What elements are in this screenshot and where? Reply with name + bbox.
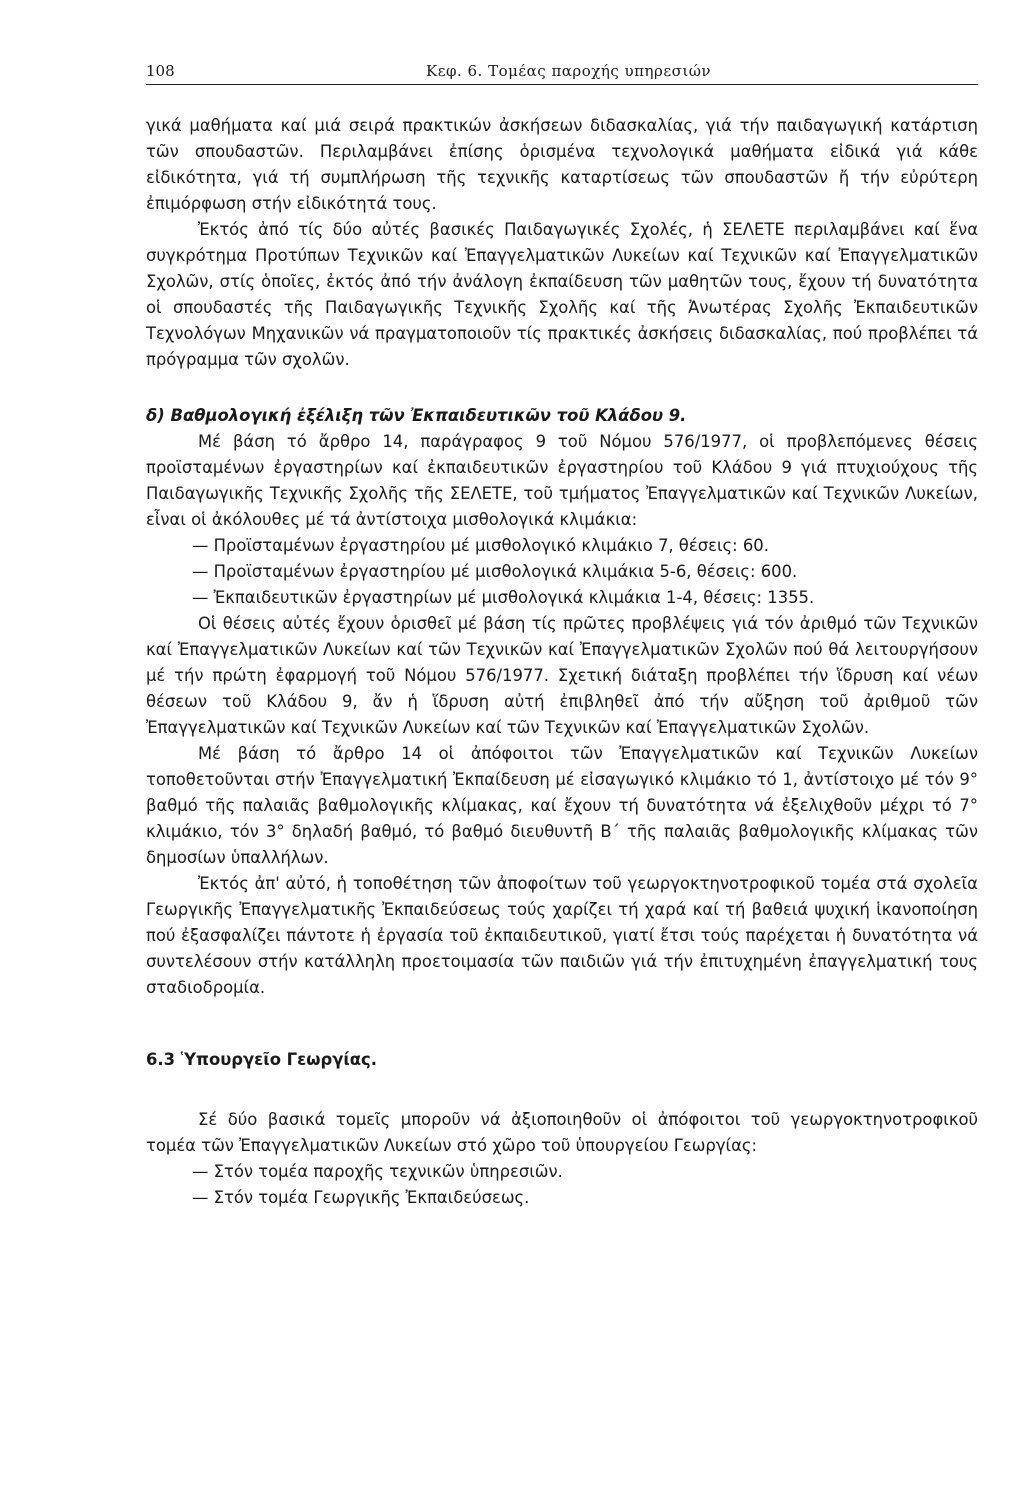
section-heading-6-3: 6.3 Ὑπουργεῖο Γεωργίας. (146, 1050, 377, 1069)
paragraph: Μέ βάση τό ἄρθρο 14 οἱ ἀπόφοιτοι τῶν Ἐπαγγελματικῶν καί Τεχνικῶν Λυκείων τοποθετοῦνται στήν Ἐπαγγελματική Ἐκπαίδευση μέ εἰσαγωγικό κλιμάκιο τό 1, ἀντίστοιχο μέ τόν 9° βαθμό τῆς παλαιᾶς βαθμολογικῆς κλίμακας, καί ἔχουν τή δυνατότητα νά ἐξελιχθοῦν μέχρι τό 7° κλιμάκιο, τόν 3° δηλαδή βαθμό, τό βαθμό διευθυντῆ Β΄ τῆς παλαιᾶς βαθμολογικῆς κλίμακας τῶν δημοσίων ὑπαλλήλων. (146, 744, 978, 867)
paragraph: Ἐκτός ἀπ' αὐτό, ἡ τοποθέτηση τῶν ἀποφοίτων τοῦ γεωργοκτηνοτροφικοῦ τομέα στά σχολεῖα Γεωργικῆς Ἐπαγγελματικῆς Ἐκπαιδεύσεως τούς χαρίζει τή χαρά καί τή βαθειά ψυχική ἱκανοποίηση πού ἐξασφαλίζει πάντοτε ἡ ἐργασία τοῦ ἐκπαιδευτικοῦ, γιατί ἔτσι τούς παρέχεται ἡ δυνατότητα νά συντελέσουν στήν κατάλληλη προετοιμασία τῶν παιδιῶν γιά τήν ἐπιτυχημένη ἐπαγγελματική τους σταδιοδρομία. (146, 874, 978, 997)
page (146, 62, 978, 1211)
body-text (146, 113, 978, 1211)
section-heading-d: δ) Βαθμολογική ἐξέλιξη τῶν Ἐκπαιδευτικῶν τοῦ Κλάδου 9. (146, 406, 687, 425)
list-item: — Στόν τομέα Γεωργικῆς Ἐκπαιδεύσεως. (192, 1188, 530, 1207)
paragraph: Μέ βάση τό ἄρθρο 14, παράγραφος 9 τοῦ Νόμου 576/1977, οἱ προβλεπόμενες θέσεις προϊσταμένων ἐργαστηρίων καί ἐκπαιδευτικῶν ἐργαστηρίου τοῦ Κλάδου 9 γιά πτυχιούχους τῆς Παιδαγωγικῆς Τεχνικῆς Σχολῆς τῆς ΣΕΛΕΤΕ, τοῦ τμήματος Ἐπαγγελματικῶν καί Τεχνικῶν Λυκείων, εἶναι οἱ ἀκόλουθες μέ τά ἀντίστοιχα μισθολογικά κλιμάκια: (146, 432, 978, 529)
paragraph: Σέ δύο βασικά τομεῖς μποροῦν νά ἀξιοποιηθοῦν οἱ ἀπόφοιτοι τοῦ γεωργοκτηνοτροφικοῦ τομέα τῶν Ἐπαγγελματικῶν Λυκείων στό χῶρο τοῦ ὑπουργείου Γεωργίας: (146, 1110, 978, 1155)
running-head: Κεφ. 6. Τομέας παροχής υπηρεσιών (426, 62, 712, 80)
list-item: — Προϊσταμένων ἐργαστηρίου μέ μισθολογικό κλιμάκιο 7, θέσεις: 60. (192, 536, 769, 555)
page-header (146, 62, 978, 85)
paragraph: Οἱ θέσεις αὐτές ἔχουν ὁρισθεῖ μέ βάση τίς πρῶτες προβλέψεις γιά τόν ἀριθμό τῶν Τεχνικῶν καί Ἐπαγγελματικῶν Λυκείων καί τῶν Τεχνικῶν καί Ἐπαγγελματικῶν Σχολῶν πού θά λειτουργήσουν μέ τήν πρώτη ἐφαρμογή τοῦ Νόμου 576/1977. Σχετική διάταξη προβλέπει τήν ἵδρυση καί νέων θέσεων τοῦ Κλάδου 9, ἄν ἡ ἵδρυση αὐτή ἐπιβληθεῖ ἀπό τήν αὔξηση τοῦ ἀριθμοῦ τῶν Ἐπαγγελματικῶν καί Τεχνικῶν Λυκείων καί τῶν Τεχνικῶν καί Ἐπαγγελματικῶν Σχολῶν. (146, 614, 978, 737)
list-item: — Στόν τομέα παροχῆς τεχνικῶν ὑπηρεσιῶν. (192, 1162, 563, 1181)
list-item: — Προϊσταμένων ἐργαστηρίου μέ μισθολογικά κλιμάκια 5-6, θέσεις: 600. (192, 562, 798, 581)
paragraph: γικά μαθήματα καί μιά σειρά πρακτικών ἀσκήσεων διδασκαλίας, γιά τήν παιδαγωγική κατάρτιση τῶν σπουδαστῶν. Περιλαμβάνει ἐπίσης ὁρισμένα τεχνολογικά μαθήματα εἰδικά γιά κάθε εἰδικότητα, γιά τή συμπλήρωση τῆς τεχνικῆς καταρτίσεως τῶν σπουδαστῶν ἤ τήν εὐρύτερη ἐπιμόρφωση στήν εἰδικότητά τους. (146, 116, 978, 213)
list-item: — Ἐκπαιδευτικῶν ἐργαστηρίων μέ μισθολογικά κλιμάκια 1-4, θέσεις: 1355. (192, 588, 815, 607)
page-number: 108 (146, 62, 175, 80)
paragraph: Ἐκτός ἀπό τίς δύο αὐτές βασικές Παιδαγωγικές Σχολές, ἡ ΣΕΛΕΤΕ περιλαμβάνει καί ἕνα συγκρότημα Προτύπων Τεχνικῶν καί Ἐπαγγελματικῶν Λυκείων καί Τεχνικῶν καί Ἐπαγγελματικῶν Σχολῶν, στίς ὁποῖες, ἐκτός ἀπό τήν ἀνάλογη ἐκπαίδευση τῶν μαθητῶν τους, ἔχουν τή δυνατότητα οἱ σπουδαστές τῆς Παιδαγωγικῆς Τεχνικῆς Σχολῆς καί τῆς Ἀνωτέρας Σχολῆς Ἐκπαιδευτικῶν Τεχνολόγων Μηχανικῶν νά πραγματοποιοῦν τίς πρακτικές ἀσκήσεις διδασκαλίας, πού προβλέπει τά πρόγραμμα τῶν σχολῶν. (146, 220, 978, 369)
